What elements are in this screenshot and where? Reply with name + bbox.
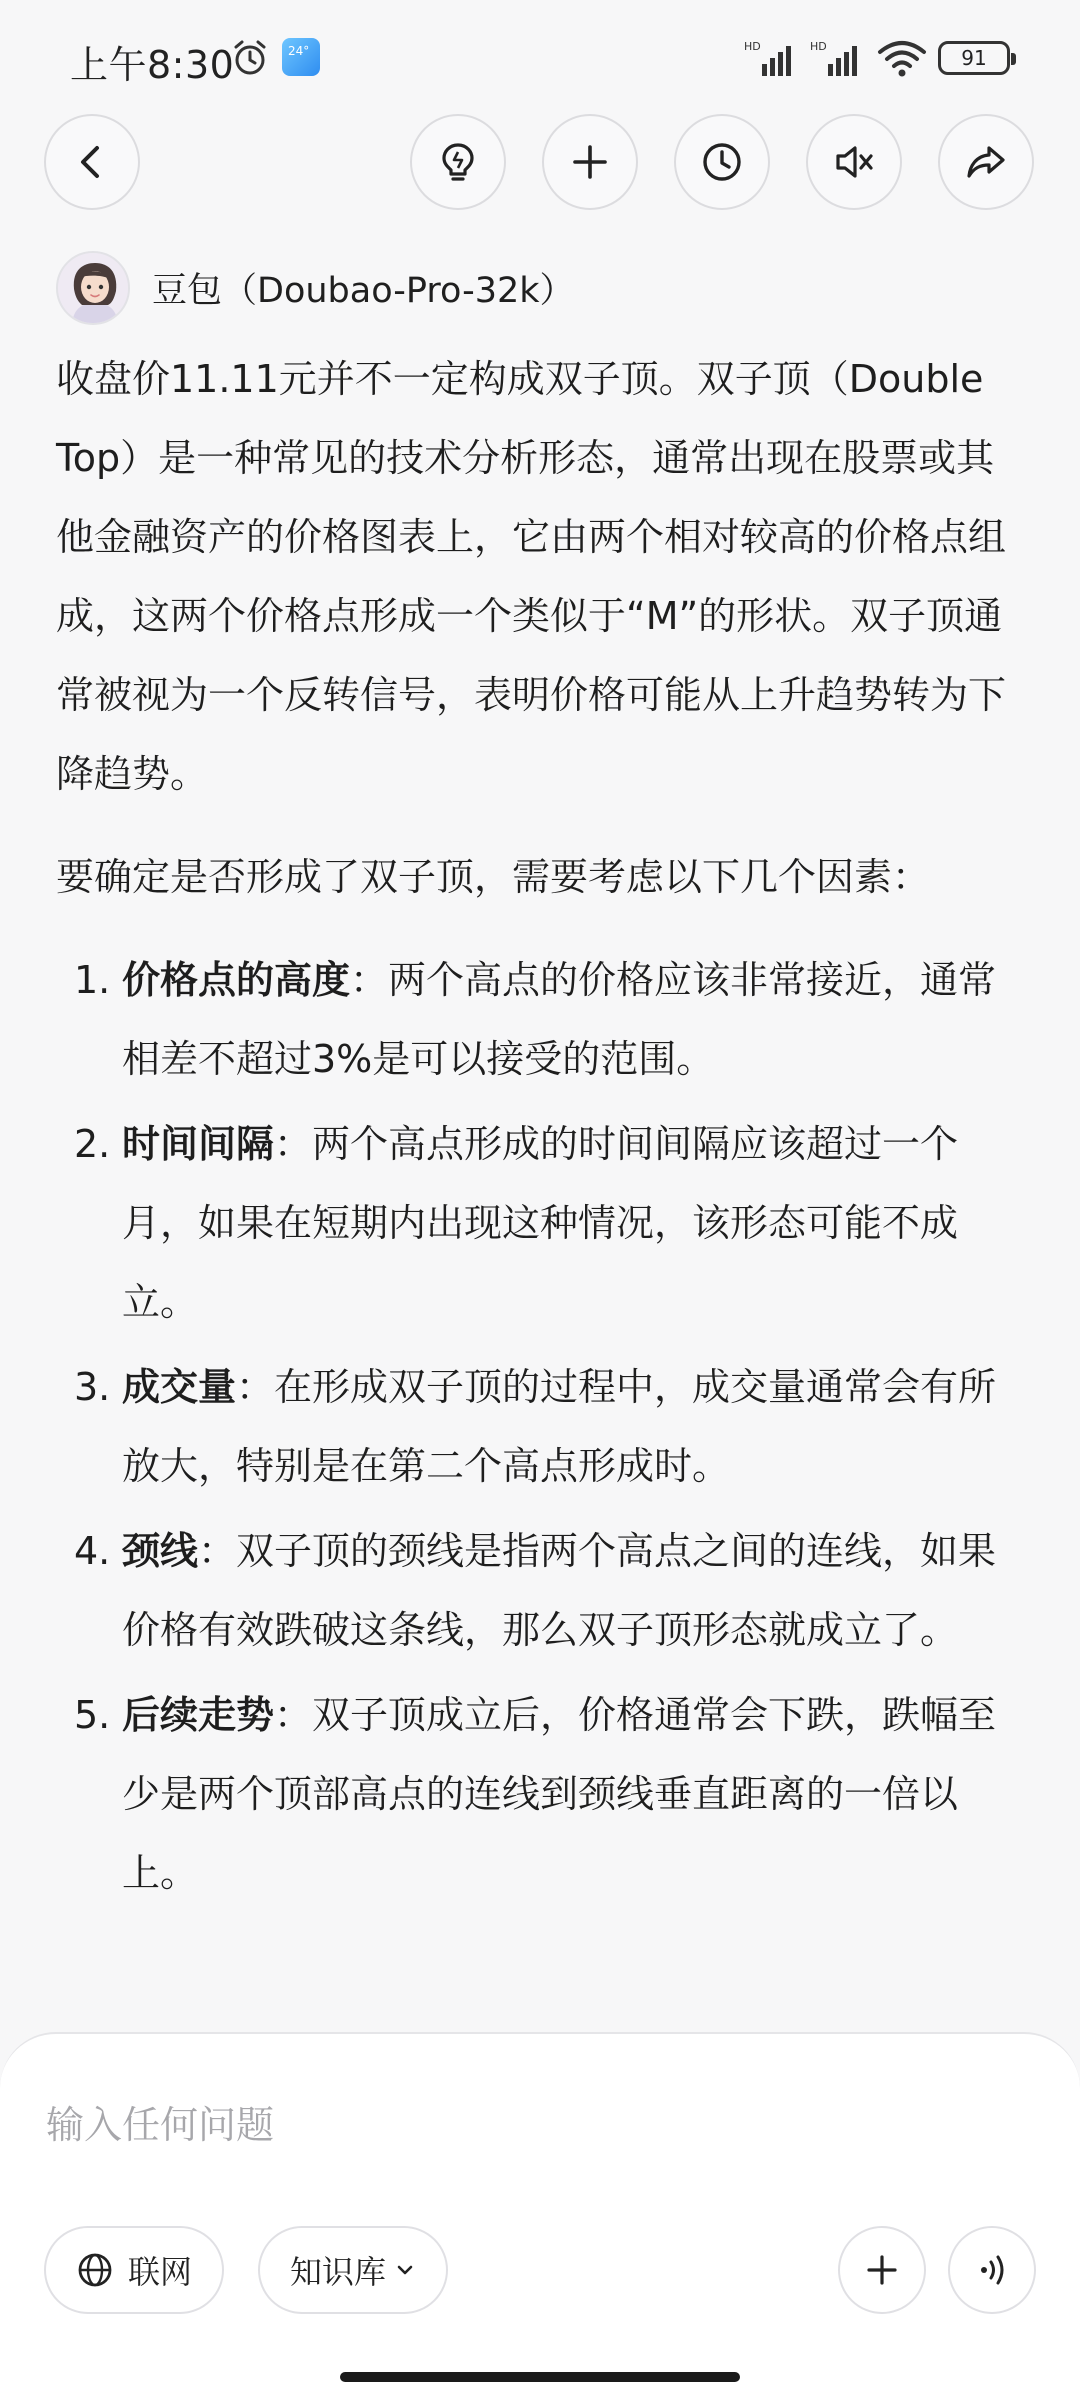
list-item-text: ：两个高点的价格应该非常接近，通常相差不超过3%是可以接受的范围。 [122, 958, 997, 1081]
list-item-title: 成交量 [122, 1365, 237, 1409]
message-paragraph: 收盘价11.11元并不一定构成双子顶。双子顶（Double Top）是一种常见的技术分析形态，通常出现在股票或其他金融资产的价格图表上，它由两个相对较高的价格点组成，这两个价格点形成一个类似于“M”的形状。双子顶通常被视为一个反转信号，表明价格可能从上升趋势转为下降趋势。 [56, 357, 1007, 796]
home-indicator[interactable] [340, 2372, 740, 2382]
signal-icon [744, 38, 800, 78]
history-button[interactable] [674, 114, 770, 210]
status-time: 上午8:30 [70, 43, 235, 87]
new-chat-button[interactable] [542, 114, 638, 210]
list-item-title: 时间间隔 [122, 1122, 275, 1166]
list-number: 3. [74, 1365, 111, 1409]
list-item-text: ：双子顶的颈线是指两个高点之间的连线，如果价格有效跌破这条线，那么双子顶形态就成立了。 [122, 1529, 997, 1652]
battery-indicator: 91 [938, 41, 1010, 75]
mute-icon [831, 139, 877, 185]
back-button[interactable] [44, 114, 140, 210]
back-icon [69, 139, 115, 185]
chevron-down-icon [394, 2259, 416, 2281]
add-attachment-button[interactable] [838, 2226, 926, 2314]
share-button[interactable] [938, 114, 1034, 210]
voice-icon [972, 2250, 1012, 2290]
list-item-text: ：双子顶成立后，价格通常会下跌，跌幅至少是两个顶部高点的连线到颈线垂直距离的一倍以上。 [122, 1693, 997, 1895]
plus-icon [862, 2250, 902, 2290]
bot-avatar [56, 251, 130, 325]
signal-icon-2 [810, 38, 866, 78]
network-label: HD [744, 40, 761, 53]
list-number: 5. [74, 1693, 111, 1737]
web-search-label: 联网 [128, 2253, 193, 2291]
list-item-title: 颈线 [122, 1529, 199, 1573]
network-label-2: HD [810, 40, 827, 53]
assistant-message [56, 340, 1026, 1919]
list-item-title: 价格点的高度 [122, 958, 351, 1002]
list-item [56, 1348, 1026, 1506]
share-icon [963, 139, 1009, 185]
list-number: 4. [74, 1529, 111, 1573]
list-item [56, 1676, 1026, 1913]
knowledge-base-label: 知识库 [290, 2253, 387, 2291]
list-item [56, 1105, 1026, 1342]
voice-button[interactable] [948, 2226, 1036, 2314]
bot-header [56, 250, 575, 326]
list-item-text: ：两个高点形成的时间间隔应该超过一个月，如果在短期内出现这种情况，该形态可能不成立。 [122, 1122, 959, 1324]
lightbulb-icon [435, 139, 481, 185]
web-search-toggle[interactable] [44, 2226, 224, 2314]
knowledge-base-dropdown[interactable] [258, 2226, 448, 2314]
factor-list [56, 941, 1026, 1913]
status-indicators [744, 36, 1010, 80]
list-item [56, 941, 1026, 1099]
wifi-icon [876, 38, 928, 78]
suggestion-button[interactable] [410, 114, 506, 210]
mute-button[interactable] [806, 114, 902, 210]
alarm-icon [230, 38, 270, 78]
list-number: 1. [74, 958, 111, 1002]
message-paragraph: 要确定是否形成了双子顶，需要考虑以下几个因素： [56, 855, 931, 899]
message-input[interactable]: 输入任何问题 [46, 2103, 275, 2147]
clock-icon [699, 139, 745, 185]
list-item-text: ：在形成双子顶的过程中，成交量通常会有所放大，特别是在第二个高点形成时。 [122, 1365, 997, 1488]
input-panel [0, 2032, 1080, 2400]
list-item [56, 1512, 1026, 1670]
plus-icon [567, 139, 613, 185]
globe-icon [76, 2251, 114, 2289]
list-item-title: 后续走势 [122, 1693, 275, 1737]
avatar-illustration [58, 253, 130, 325]
weather-icon [282, 38, 320, 76]
weather-temp: 24° [288, 44, 310, 58]
bot-name: 豆包（Doubao-Pro-32k） [152, 271, 575, 311]
status-bar [0, 0, 1080, 110]
list-number: 2. [74, 1122, 111, 1166]
